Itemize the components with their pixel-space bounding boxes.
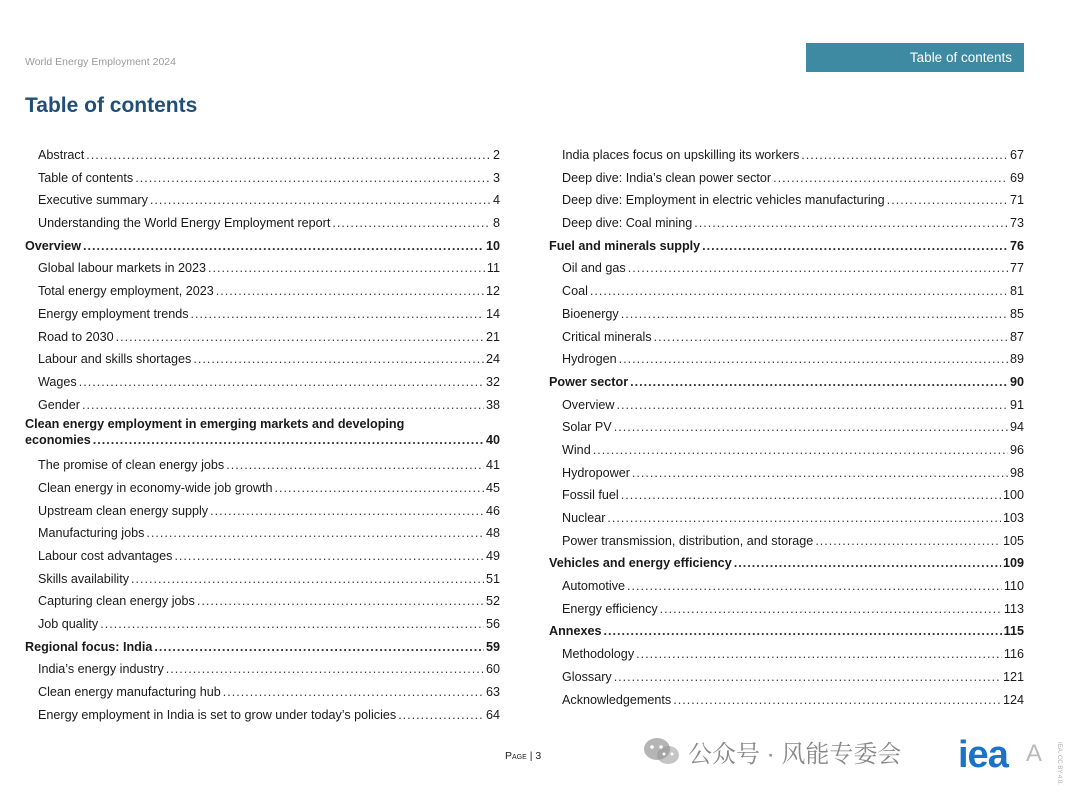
toc-entry-title: Fossil fuel bbox=[562, 488, 619, 503]
toc-entry-title: Hydropower bbox=[562, 465, 630, 480]
toc-entry-title: Table of contents bbox=[38, 170, 134, 185]
toc-entry-title: Gender bbox=[38, 397, 81, 412]
toc-entry[interactable] bbox=[25, 590, 500, 613]
toc-entry[interactable] bbox=[25, 636, 500, 659]
toc-entry[interactable] bbox=[549, 257, 1024, 280]
toc-entry-title: Total energy employment, 2023 bbox=[38, 284, 214, 299]
toc-leader-dots bbox=[616, 394, 1008, 417]
toc-entry-title: Acknowledgements bbox=[562, 692, 672, 707]
toc-entry-page: 40 bbox=[485, 433, 500, 448]
toc-leader-dots bbox=[887, 189, 1008, 212]
toc-entry-page: 41 bbox=[485, 458, 500, 473]
toc-leader-dots bbox=[193, 348, 484, 371]
toc-entry-title: Clean energy manufacturing hub bbox=[38, 685, 221, 700]
toc-entry[interactable] bbox=[25, 704, 500, 727]
toc-entry[interactable] bbox=[549, 462, 1024, 485]
toc-entry-page: 73 bbox=[1009, 216, 1024, 231]
toc-entry-title: Power sector bbox=[549, 374, 629, 389]
toc-entry-title: Job quality bbox=[38, 617, 99, 632]
toc-entry-page: 10 bbox=[485, 238, 500, 253]
toc-entry[interactable] bbox=[25, 416, 500, 454]
toc-entry[interactable] bbox=[549, 530, 1024, 553]
footer-page-number bbox=[505, 750, 541, 762]
toc-leader-dots bbox=[216, 280, 484, 303]
toc-entry-title: Automotive bbox=[562, 579, 625, 594]
toc-entry[interactable] bbox=[549, 575, 1024, 598]
toc-entry-page: 14 bbox=[485, 306, 500, 321]
toc-entry[interactable] bbox=[549, 189, 1024, 212]
toc-entry[interactable] bbox=[549, 144, 1024, 167]
toc-leader-dots bbox=[604, 620, 1002, 643]
toc-right-column bbox=[549, 144, 1024, 711]
toc-entry-title: Energy efficiency bbox=[562, 601, 658, 616]
toc-entry-page: 51 bbox=[485, 571, 500, 586]
toc-entry-title: India’s energy industry bbox=[38, 662, 164, 677]
toc-entry-page: 98 bbox=[1009, 465, 1024, 480]
toc-entry-title: Executive summary bbox=[38, 193, 148, 208]
toc-entry-title: Clean energy in economy-wide job growth bbox=[38, 480, 273, 495]
toc-entry-title: Labour cost advantages bbox=[38, 549, 173, 563]
page-title: Table of contents bbox=[25, 94, 198, 117]
toc-leader-dots bbox=[636, 643, 1002, 666]
toc-entry-page: 4 bbox=[492, 193, 500, 208]
logo-tail: A bbox=[1026, 740, 1043, 767]
toc-leader-dots bbox=[210, 500, 484, 523]
toc-entry[interactable] bbox=[549, 439, 1024, 462]
toc-leader-dots bbox=[619, 348, 1008, 371]
toc-entry-title: Hydrogen bbox=[562, 352, 617, 367]
toc-entry[interactable] bbox=[25, 167, 500, 190]
toc-leader-dots bbox=[660, 598, 1002, 621]
toc-leader-dots bbox=[801, 144, 1008, 167]
toc-entry-page: 12 bbox=[485, 284, 500, 299]
toc-entry-page: 85 bbox=[1009, 306, 1024, 321]
toc-entry[interactable] bbox=[549, 167, 1024, 190]
toc-entry[interactable] bbox=[549, 303, 1024, 326]
toc-entry[interactable] bbox=[25, 545, 500, 568]
toc-entry[interactable] bbox=[25, 348, 500, 371]
toc-entry[interactable] bbox=[549, 416, 1024, 439]
toc-leader-dots bbox=[100, 613, 484, 636]
toc-leader-dots bbox=[332, 212, 491, 235]
toc-entry[interactable] bbox=[549, 326, 1024, 349]
toc-entry-page: 71 bbox=[1009, 193, 1024, 208]
toc-leader-dots bbox=[116, 326, 484, 349]
toc-entry[interactable] bbox=[549, 394, 1024, 417]
toc-entry-page: 8 bbox=[492, 216, 500, 231]
toc-entry-page: 32 bbox=[485, 374, 500, 389]
toc-entry-title: Overview bbox=[25, 238, 82, 253]
page-separator: | bbox=[529, 750, 533, 762]
toc-entry[interactable] bbox=[549, 507, 1024, 530]
toc-entry-page: 115 bbox=[1003, 624, 1024, 639]
toc-entry-page: 63 bbox=[485, 685, 500, 700]
toc-entry-page: 67 bbox=[1009, 148, 1024, 162]
toc-leader-dots bbox=[621, 303, 1008, 326]
toc-entry-title: Wages bbox=[38, 374, 77, 389]
toc-entry-page: 49 bbox=[485, 549, 500, 563]
toc-entry-page: 103 bbox=[1002, 511, 1024, 525]
toc-entry[interactable] bbox=[25, 280, 500, 303]
toc-entry-page: 11 bbox=[486, 261, 500, 276]
toc-entry[interactable] bbox=[549, 280, 1024, 303]
toc-entry-title: Annexes bbox=[549, 624, 602, 639]
toc-entry-title: Global labour markets in 2023 bbox=[38, 261, 207, 276]
watermark-text: 公众号 · 风能专委会 bbox=[688, 741, 902, 768]
wechat-icon bbox=[642, 736, 682, 768]
toc-entry[interactable] bbox=[25, 522, 500, 545]
toc-entry-title: Deep dive: Coal mining bbox=[562, 216, 693, 231]
toc-entry[interactable] bbox=[25, 613, 500, 636]
toc-entry[interactable] bbox=[549, 598, 1024, 621]
toc-entry[interactable] bbox=[25, 189, 500, 212]
toc-leader-dots bbox=[734, 552, 1001, 575]
toc-leader-dots bbox=[166, 658, 484, 681]
toc-entry-page: 76 bbox=[1009, 238, 1024, 253]
toc-entry-title: Nuclear bbox=[562, 511, 606, 525]
toc-leader-dots bbox=[223, 681, 484, 704]
toc-entry-page: 77 bbox=[1009, 261, 1024, 276]
license-text: IEA. CC BY 4.0. bbox=[1056, 742, 1062, 785]
toc-leader-dots bbox=[593, 439, 1008, 462]
toc-entry[interactable] bbox=[549, 484, 1024, 507]
toc-entry-page: 38 bbox=[485, 397, 500, 412]
toc-leader-dots bbox=[702, 235, 1008, 258]
toc-entry-page: 87 bbox=[1009, 329, 1024, 344]
toc-leader-dots bbox=[208, 257, 485, 280]
toc-entry-title: Coal bbox=[562, 284, 588, 299]
toc-leader-dots bbox=[93, 432, 484, 448]
toc-entry-title: Methodology bbox=[562, 647, 635, 662]
toc-entry[interactable] bbox=[25, 681, 500, 704]
toc-entry-page: 100 bbox=[1002, 488, 1024, 503]
toc-entry-title: Oil and gas bbox=[562, 261, 626, 276]
toc-leader-dots bbox=[86, 144, 491, 167]
toc-leader-dots bbox=[275, 477, 484, 500]
toc-entry-page: 91 bbox=[1009, 397, 1024, 412]
toc-leader-dots bbox=[694, 212, 1008, 235]
toc-leader-dots bbox=[83, 235, 484, 258]
toc-entry[interactable] bbox=[549, 552, 1024, 575]
toc-entry-title: Skills availability bbox=[38, 571, 129, 586]
iea-logo: iea bbox=[958, 734, 1008, 776]
toc-leader-dots bbox=[197, 590, 484, 613]
toc-leader-dots bbox=[226, 454, 484, 477]
toc-entry-title: Understanding the World Energy Employment report bbox=[38, 216, 331, 231]
toc-leader-dots bbox=[398, 704, 484, 727]
toc-entry-page: 24 bbox=[485, 352, 500, 367]
toc-entry[interactable] bbox=[549, 348, 1024, 371]
toc-entry-page: 89 bbox=[1009, 352, 1024, 367]
toc-left-column bbox=[25, 144, 500, 727]
toc-entry-title: Labour and skills shortages bbox=[38, 352, 192, 367]
toc-entry-title: Manufacturing jobs bbox=[38, 526, 145, 541]
toc-entry-title: Regional focus: India bbox=[25, 639, 153, 654]
toc-entry-title: Abstract bbox=[38, 148, 85, 162]
toc-entry[interactable] bbox=[549, 666, 1024, 689]
toc-entry[interactable] bbox=[25, 257, 500, 280]
toc-entry[interactable] bbox=[25, 371, 500, 394]
toc-entry[interactable] bbox=[549, 689, 1024, 712]
page-number: 3 bbox=[535, 750, 542, 762]
toc-entry-page: 2 bbox=[492, 148, 500, 162]
toc-entry[interactable] bbox=[549, 212, 1024, 235]
toc-entry-page: 124 bbox=[1002, 692, 1024, 707]
toc-entry[interactable] bbox=[25, 212, 500, 235]
toc-entry-title: Energy employment trends bbox=[38, 306, 189, 321]
toc-entry-page: 96 bbox=[1009, 442, 1024, 457]
toc-entry-page: 110 bbox=[1003, 579, 1024, 594]
toc-entry[interactable] bbox=[25, 144, 500, 167]
toc-entry-title: India places focus on upskilling its workers bbox=[562, 148, 800, 162]
toc-entry-page: 48 bbox=[485, 526, 500, 541]
toc-entry-page: 46 bbox=[485, 503, 500, 518]
toc-entry[interactable] bbox=[549, 235, 1024, 258]
toc-entry-page: 113 bbox=[1003, 601, 1024, 616]
toc-leader-dots bbox=[82, 394, 484, 417]
toc-entry-title: Glossary bbox=[562, 669, 612, 684]
toc-leader-dots bbox=[632, 462, 1008, 485]
toc-leader-dots bbox=[614, 416, 1008, 439]
toc-entry-title: Solar PV bbox=[562, 420, 612, 435]
toc-leader-dots bbox=[654, 326, 1008, 349]
toc-entry[interactable] bbox=[25, 303, 500, 326]
toc-entry[interactable] bbox=[549, 371, 1024, 394]
toc-entry[interactable] bbox=[25, 235, 500, 258]
page-label: Page bbox=[505, 750, 527, 762]
toc-entry[interactable] bbox=[25, 500, 500, 523]
toc-leader-dots bbox=[79, 371, 484, 394]
toc-leader-dots bbox=[630, 371, 1008, 394]
toc-leader-dots bbox=[773, 167, 1008, 190]
toc-entry-page: 64 bbox=[485, 707, 500, 722]
toc-entry[interactable] bbox=[25, 477, 500, 500]
toc-entry-page: 59 bbox=[485, 639, 500, 654]
toc-entry-page: 56 bbox=[485, 617, 500, 632]
toc-entry-page: 116 bbox=[1003, 647, 1024, 662]
toc-entry-title: Clean energy employment in emerging markets and developing bbox=[25, 417, 405, 432]
toc-leader-dots bbox=[131, 568, 484, 591]
toc-entry-page: 21 bbox=[485, 329, 500, 344]
toc-entry-title: Energy employment in India is set to grow under today’s policies bbox=[38, 707, 397, 722]
toc-entry-page: 90 bbox=[1009, 374, 1024, 389]
watermark bbox=[642, 734, 901, 769]
toc-entry-title: Upstream clean energy supply bbox=[38, 503, 209, 518]
toc-entry[interactable] bbox=[549, 620, 1024, 643]
toc-entry-title: Overview bbox=[562, 397, 615, 412]
toc-leader-dots bbox=[174, 545, 484, 568]
toc-entry[interactable] bbox=[25, 568, 500, 591]
toc-leader-dots bbox=[191, 303, 484, 326]
toc-leader-dots bbox=[135, 167, 491, 190]
section-tab[interactable]: Table of contents bbox=[806, 43, 1024, 72]
report-name: World Energy Employment 2024 bbox=[25, 56, 176, 68]
toc-entry-title: Critical minerals bbox=[562, 329, 652, 344]
toc-leader-dots bbox=[628, 257, 1008, 280]
toc-leader-dots bbox=[607, 507, 1001, 530]
toc-entry-title: Bioenergy bbox=[562, 306, 619, 321]
toc-leader-dots bbox=[673, 689, 1001, 712]
toc-leader-dots bbox=[614, 666, 1001, 689]
toc-entry[interactable] bbox=[25, 454, 500, 477]
toc-entry-title: Vehicles and energy efficiency bbox=[549, 556, 732, 571]
toc-leader-dots bbox=[627, 575, 1002, 598]
toc-entry-page: 52 bbox=[485, 594, 500, 609]
toc-entry-title: Fuel and minerals supply bbox=[549, 238, 701, 253]
toc-entry-page: 60 bbox=[485, 662, 500, 677]
toc-entry-title: Power transmission, distribution, and storage bbox=[562, 533, 814, 548]
toc-entry-title: Wind bbox=[562, 442, 591, 457]
toc-entry-page: 105 bbox=[1002, 533, 1024, 548]
toc-leader-dots bbox=[150, 189, 491, 212]
toc-leader-dots bbox=[590, 280, 1008, 303]
toc-entry[interactable] bbox=[549, 643, 1024, 666]
toc-entry-title: Deep dive: Employment in electric vehicles manufacturing bbox=[562, 193, 885, 208]
toc-leader-dots bbox=[146, 522, 484, 545]
toc-leader-dots bbox=[154, 636, 484, 659]
toc-leader-dots bbox=[621, 484, 1001, 507]
toc-entry[interactable] bbox=[25, 394, 500, 417]
toc-entry-page: 94 bbox=[1009, 420, 1024, 435]
toc-entry-title: Capturing clean energy jobs bbox=[38, 594, 195, 609]
toc-entry-page: 45 bbox=[485, 480, 500, 495]
toc-entry-page: 81 bbox=[1009, 284, 1024, 299]
toc-entry-page: 69 bbox=[1009, 170, 1024, 185]
toc-entry-title: Road to 2030 bbox=[38, 329, 114, 344]
toc-entry-title-cont: economies bbox=[25, 433, 91, 448]
toc-entry[interactable] bbox=[25, 658, 500, 681]
toc-entry-title: Deep dive: India’s clean power sector bbox=[562, 170, 772, 185]
toc-entry-page: 109 bbox=[1002, 556, 1024, 571]
toc-entry[interactable] bbox=[25, 326, 500, 349]
toc-entry-page: 3 bbox=[492, 170, 500, 185]
toc-leader-dots bbox=[815, 530, 1001, 553]
toc-entry-title: The promise of clean energy jobs bbox=[38, 458, 225, 473]
toc-entry-page: 121 bbox=[1002, 669, 1024, 684]
